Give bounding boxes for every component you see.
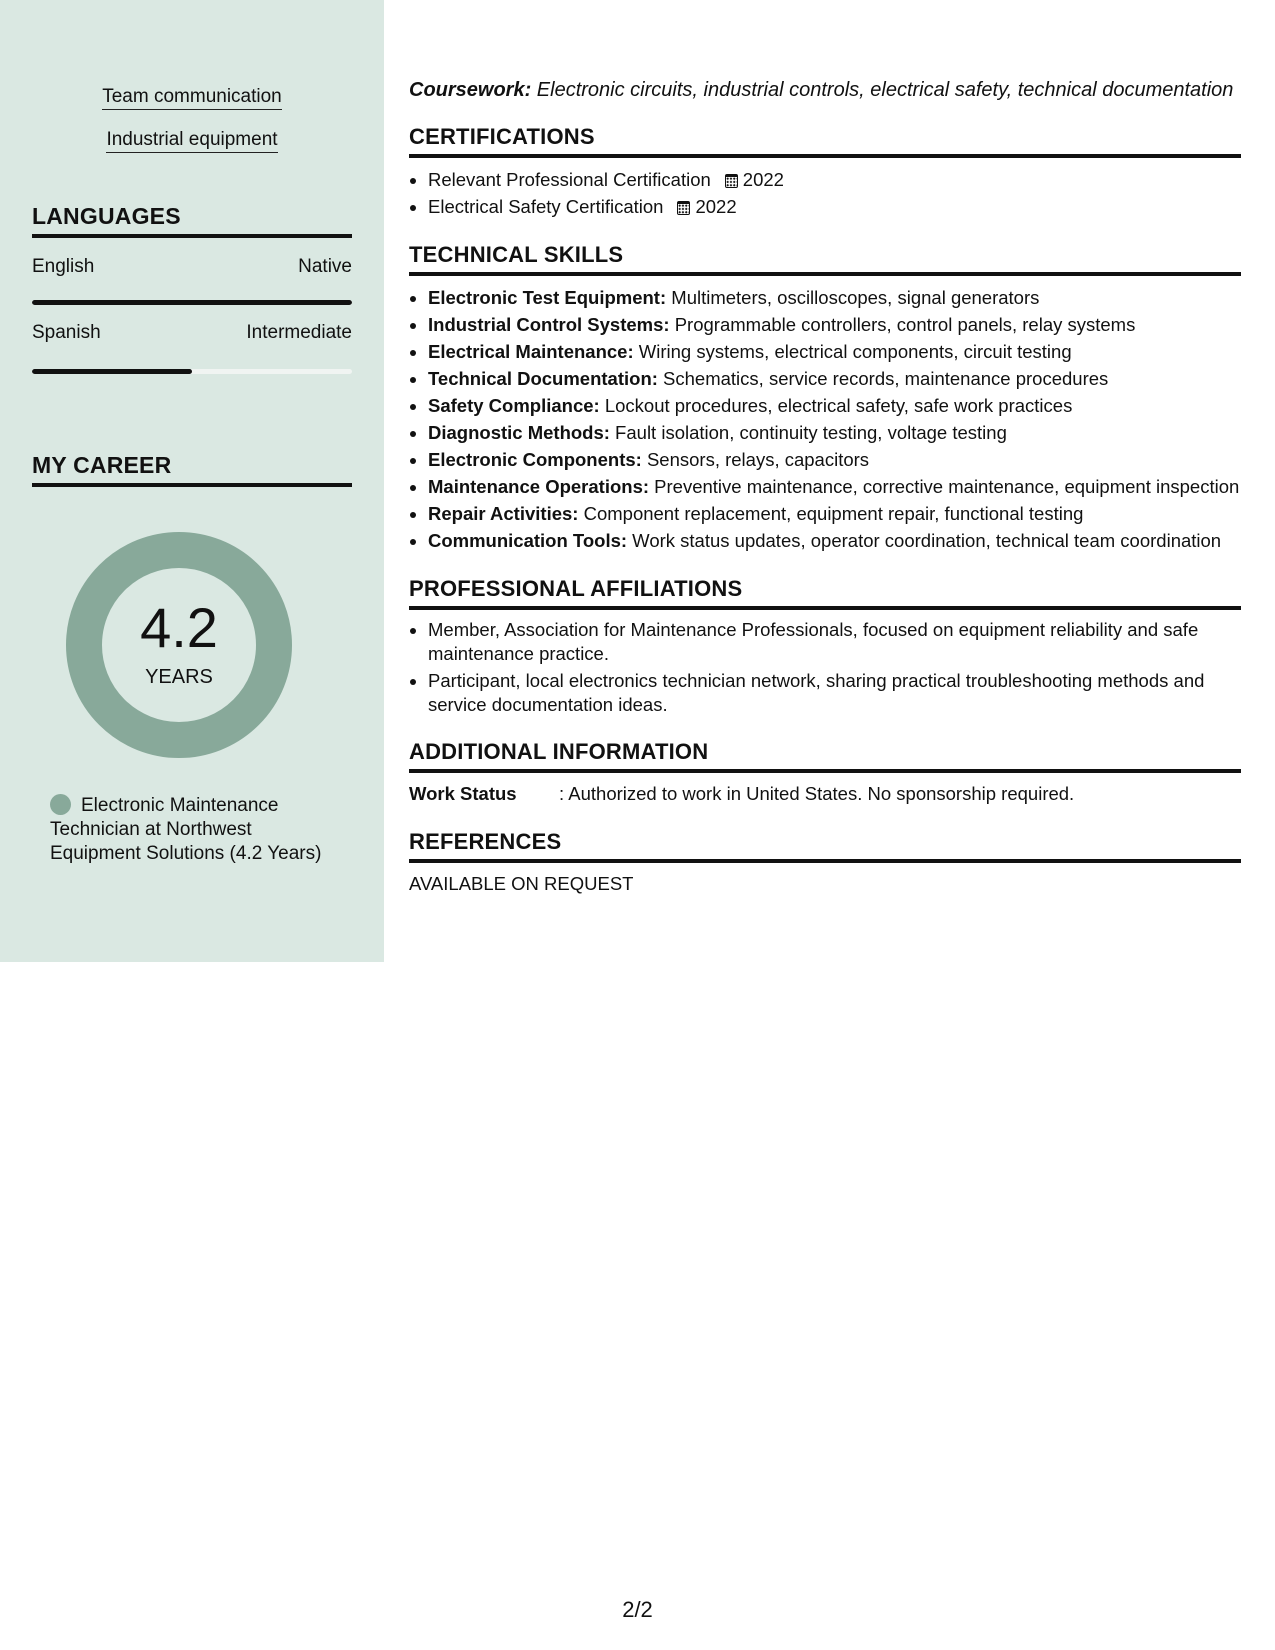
legend-dot-icon [50,794,71,815]
calendar-icon [677,201,690,215]
certification-name: Relevant Professional Certification [428,169,711,190]
skill-tag: Industrial equipment [0,129,384,151]
work-status-value: : Authorized to work in United States. No sponsorship required. [559,783,1075,804]
skill-item [428,284,1241,311]
page-number: 2/2 [622,1597,653,1622]
coursework-text: Electronic circuits, industrial controls, electrical safety, technical documentation [531,79,1234,101]
language-proficiency-bar [32,369,352,374]
technical-skills-heading: TECHNICAL SKILLS [409,242,1241,276]
career-legend-item [50,794,340,866]
skill-text: Work status updates, operator coordination, technical team coordination [627,530,1222,551]
main-content [409,78,1241,897]
skill-label: Maintenance Operations: [428,476,650,497]
skill-label: Diagnostic Methods: [428,422,610,443]
skill-text: Multimeters, oscilloscopes, signal generators [666,287,1040,308]
language-row [32,322,352,344]
technical-skills-list [409,284,1241,554]
career-years-unit: YEARS [145,666,213,688]
skill-text: Schematics, service records, maintenance procedures [657,368,1109,389]
skill-label: Repair Activities: [428,503,579,524]
work-status-row [409,781,1241,807]
coursework-label: Coursework: [409,79,532,101]
certification-item [428,193,1241,220]
skill-text: Sensors, relays, capacitors [641,449,870,470]
language-row [32,256,352,278]
certification-item [428,166,1241,193]
language-proficiency-fill [32,369,192,374]
skill-item [428,419,1241,446]
skill-item [428,500,1241,527]
certification-name: Electrical Safety Certification [428,196,664,217]
skill-text: Component replacement, equipment repair, functional testing [578,503,1084,524]
calendar-icon [725,174,738,188]
language-proficiency-fill [32,300,352,305]
skill-text: Programmable controllers, control panels, relay systems [669,314,1136,335]
skill-item [428,311,1241,338]
language-level: Native [298,256,352,277]
skill-item [428,392,1241,419]
languages-heading: LANGUAGES [32,203,352,238]
skill-item [428,446,1241,473]
skill-label: Communication Tools: [428,530,628,551]
references-text: AVAILABLE ON REQUEST [409,873,634,894]
certification-year: 2022 [742,169,784,190]
skill-text: Wiring systems, electrical components, circuit testing [633,341,1072,362]
affiliation-item: • Participant, local electronics technician network, sharing practical troubleshooting methods and service documentation ideas. [428,669,1241,717]
language-name: Spanish [32,322,101,343]
affiliation-item: • Member, Association for Maintenance Professionals, focused on equipment reliability and safe maintenance practice. [428,618,1241,666]
language-level: Intermediate [246,322,352,343]
sidebar [0,0,384,962]
career-years-ring [66,532,292,758]
skill-text: Fault isolation, continuity testing, voltage testing [609,422,1007,443]
skill-label: Technical Documentation: [428,368,658,389]
affiliations-heading: PROFESSIONAL AFFILIATIONS [409,576,1241,610]
skill-text: Preventive maintenance, corrective maintenance, equipment inspection [649,476,1240,497]
affiliations-list [409,618,1241,717]
skill-label: Industrial Control Systems: [428,314,670,335]
career-entry: Electronic Maintenance Technician at Northwest Equipment Solutions (4.2 Years) [50,795,322,864]
certifications-list [409,166,1241,220]
skill-text: Lockout procedures, electrical safety, safe work practices [599,395,1073,416]
skill-label: Electronic Components: [428,449,642,470]
certification-year: 2022 [695,196,737,217]
certifications-heading: CERTIFICATIONS [409,124,1241,158]
skill-label: Electrical Maintenance: [428,341,634,362]
skill-item [428,365,1241,392]
references-heading: REFERENCES [409,829,1241,863]
skill-item [428,338,1241,365]
coursework [409,78,1241,102]
skill-item [428,473,1241,500]
language-proficiency-bar [32,300,352,305]
skill-item [428,527,1241,554]
skill-label: Electronic Test Equipment: [428,287,667,308]
career-years-value: 4.2 [140,596,218,659]
skill-label: Safety Compliance: [428,395,600,416]
language-name: English [32,256,95,277]
career-heading: MY CAREER [32,452,352,487]
additional-info-heading: ADDITIONAL INFORMATION [409,739,1241,773]
work-status-label: Work Status [409,783,517,804]
skill-tag: Team communication [0,86,384,108]
